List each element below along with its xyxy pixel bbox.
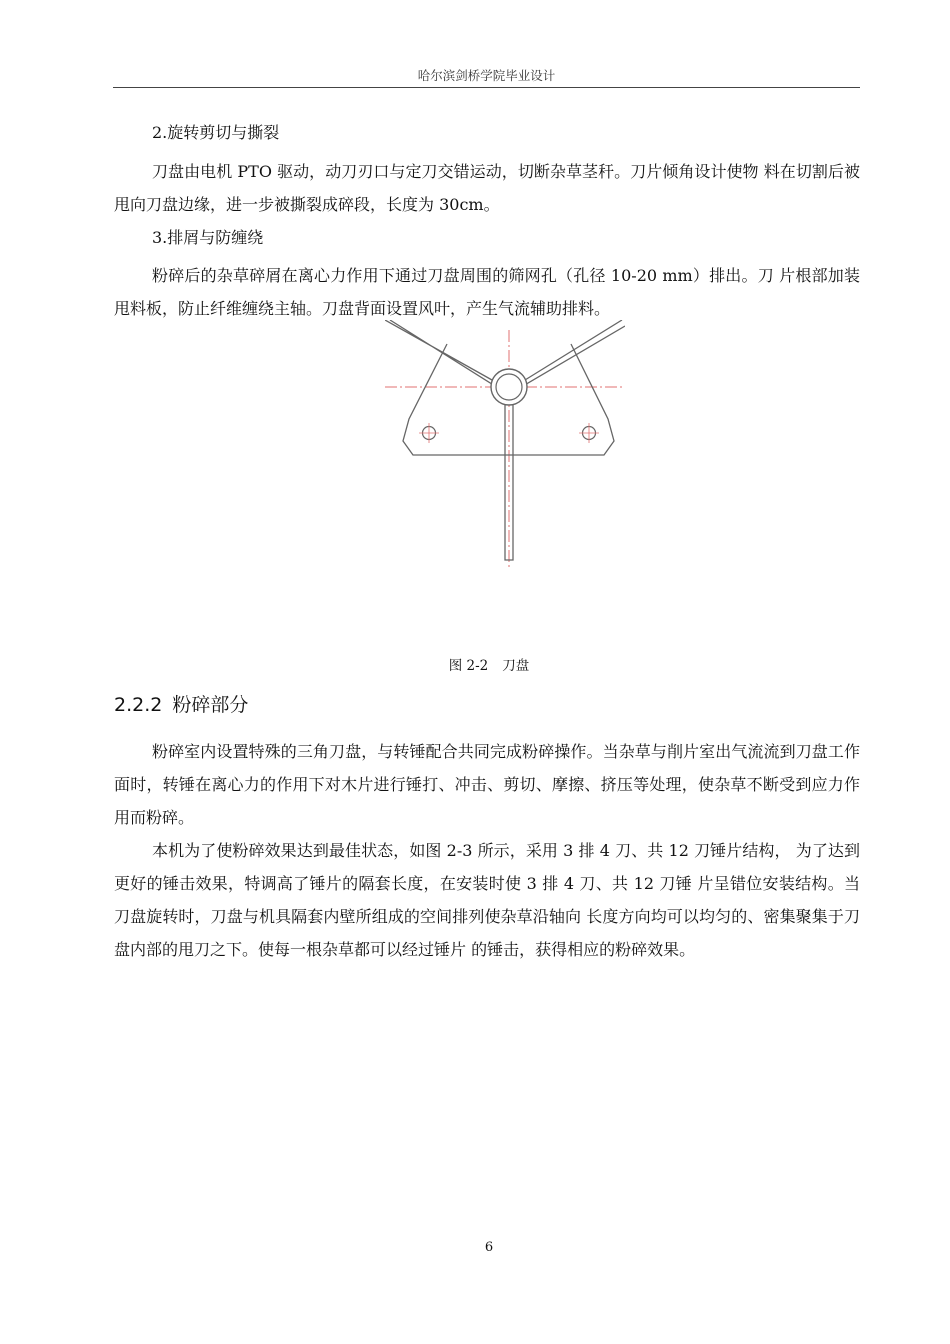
figure-caption-text: 刀盘 [502,658,530,674]
figure-label: 图 2-2 [448,658,489,674]
subheading-discharge: 3.排屑与防缠绕 [152,228,264,247]
section-heading [114,690,248,717]
section-number: 2.2.2 [114,694,163,716]
paragraph-discharge: 粉碎后的杂草碎屑在离心力作用下通过刀盘周围的筛网孔（孔径 10-20 mm）排出。刀 片根部加装甩料板，防止纤维缠绕主轴。刀盘背面设置风叶，产生气流辅助排料。 [114,266,860,318]
page-number: 6 [484,1240,494,1255]
figure-caption [0,654,950,674]
paragraph-rotary: 刀盘由电机 PTO 驱动，动刀刃口与定刀交错运动，切断杂草茎秆。刀片倾角设计使物 料在切割后被甩向刀盘边缘，进一步被撕裂成碎段，长度为 30cm。 [114,162,860,214]
header-rule [113,87,860,88]
blade-arm-right [523,320,625,386]
section-title: 粉碎部分 [172,694,249,716]
hub-inner [496,374,522,400]
paragraph-crushing-1: 粉碎室内设置特殊的三角刀盘，与转锤配合共同完成粉碎操作。当杂草与削片室出气流流到刀盘工作面时，转锤在离心力的作用下对木片进行锤打、冲击、剪切、摩擦、挤压等处理，使杂草不断受到应力作用而粉碎。 [114,742,860,827]
page-header: 哈尔滨剑桥学院毕业设计 [417,68,556,83]
paragraph-crushing-2: 本机为了使粉碎效果达到最佳状态，如图 2-3 所示，采用 3 排 4 刀、共 12 刀锤片结构， 为了达到更好的锤击效果，特调高了锤片的隔套长度，在安装时使 3 排 4 刀、共 12 刀锤 片呈错位安装结构。当刀盘旋转时，刀盘与机具隔套内壁所组成的空间排列使杂草沿轴向 长度方向均可以均匀的、密集聚集于刀盘内部的甩刀之下。使每一根杂草都可以经过锤片 的锤击，获得相应的粉碎效果。 [114,841,860,959]
cutter-disc-diagram [385,320,625,580]
subheading-rotary: 2.旋转剪切与撕裂 [152,123,280,142]
blade-arm-left [385,320,495,386]
